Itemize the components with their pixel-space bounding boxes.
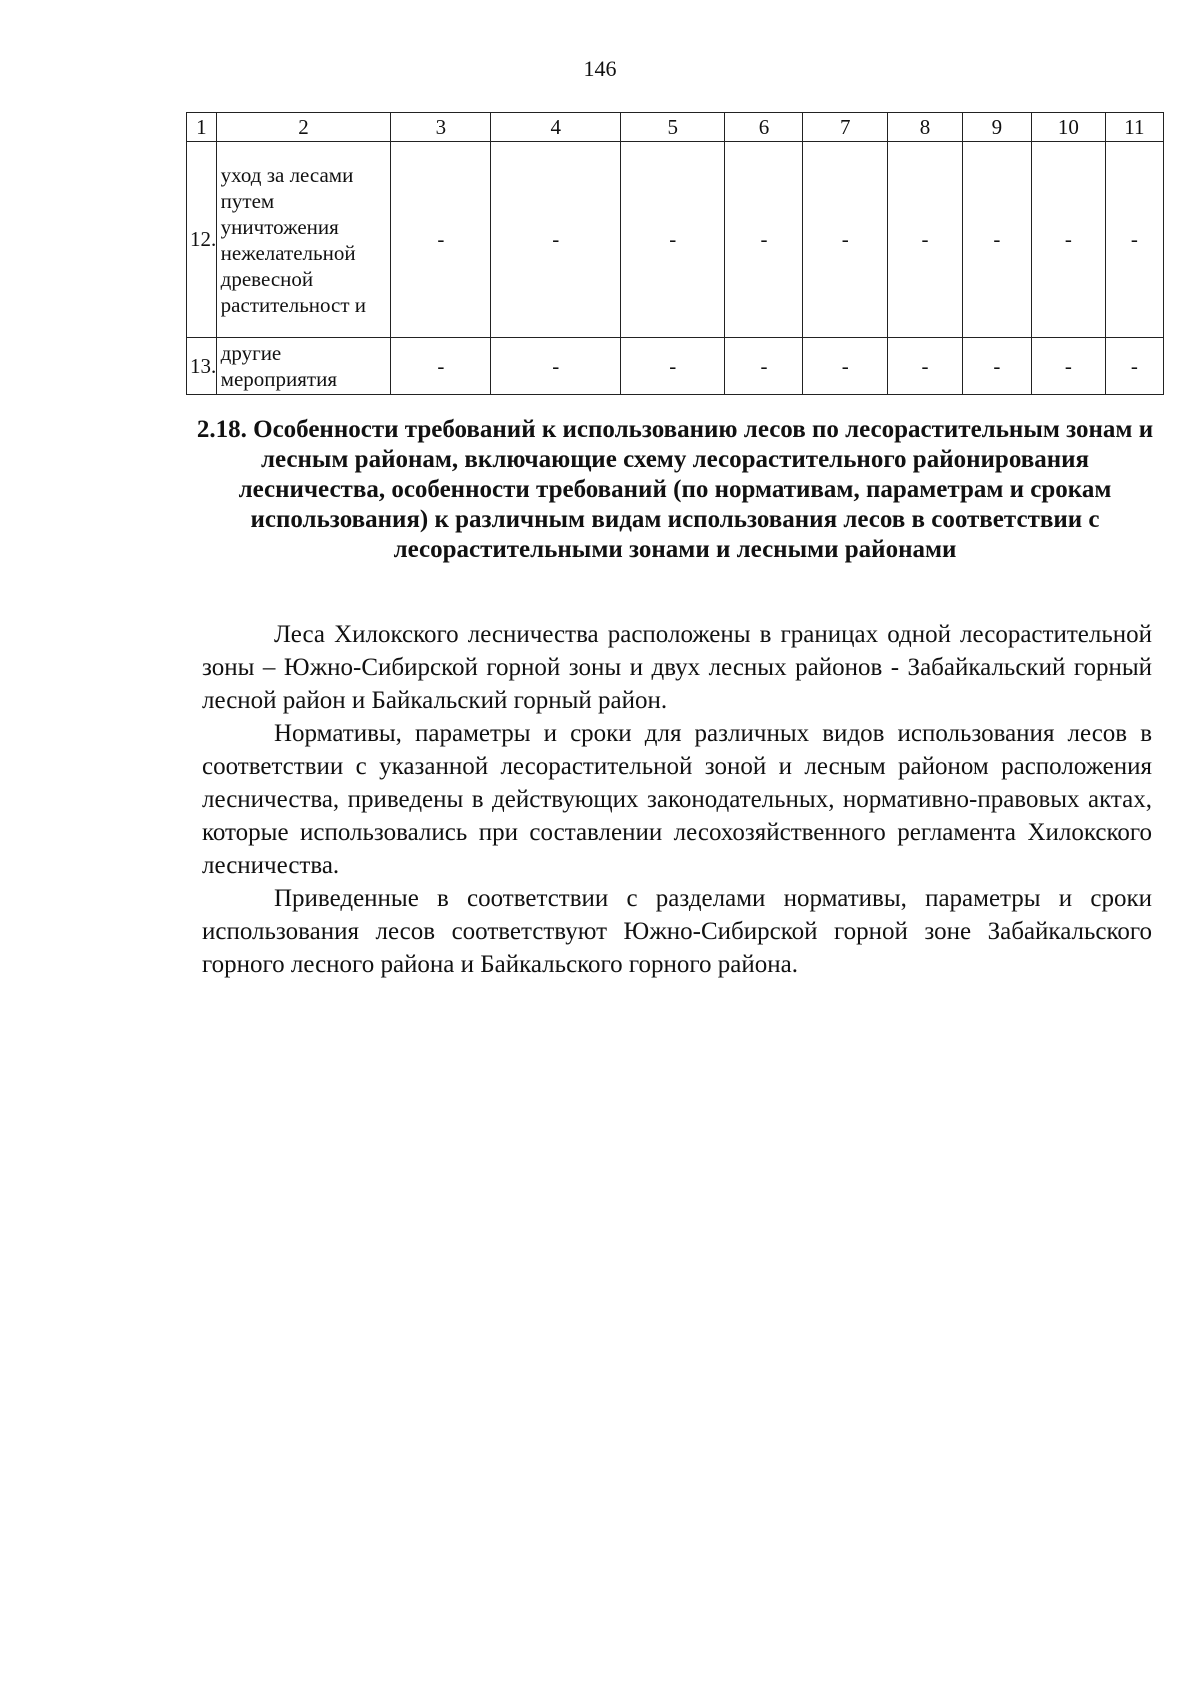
column-header: 5 — [621, 113, 725, 142]
column-header: 9 — [962, 113, 1031, 142]
row-value: - — [888, 142, 963, 338]
section-heading: 2.18. Особенности требований к использованию лесов по лесорастительным зонам и лесным районам, включающие схему лесорастительного районирования лесничества, особенности требований (по нормативам, параметрам и срокам использования) к различным видам использования лесов в соответствии с лесорастительными зонами и лесными районами — [196, 416, 1154, 563]
activities-table — [186, 112, 1164, 395]
body-text — [202, 618, 1152, 981]
page-number: 146 — [583, 56, 617, 81]
column-header: 3 — [391, 113, 491, 142]
row-value: - — [391, 142, 491, 338]
column-header: 11 — [1105, 113, 1163, 142]
row-value: - — [391, 338, 491, 395]
row-value: - — [1105, 338, 1163, 395]
row-value: - — [491, 338, 621, 395]
column-header: 7 — [803, 113, 888, 142]
table-row — [187, 338, 1164, 395]
row-value: - — [1032, 338, 1106, 395]
column-header: 6 — [725, 113, 803, 142]
paragraph: Леса Хилокского лесничества расположены в границах одной лесорастительной зоны – Южно-Сибирской горной зоны и двух лесных районов - Забайкальский горный лесной район и Байкальский горный район. — [202, 621, 1152, 714]
row-number: 12. — [187, 142, 217, 338]
row-value: - — [725, 338, 803, 395]
row-value: - — [621, 338, 725, 395]
column-header: 8 — [888, 113, 963, 142]
table-row — [187, 142, 1164, 338]
column-header: 4 — [491, 113, 621, 142]
row-value: - — [621, 142, 725, 338]
row-value: - — [1105, 142, 1163, 338]
row-activity-name: уход за лесами путем уничтожения нежелательной древесной растительност и — [216, 142, 391, 338]
row-number: 13. — [187, 338, 217, 395]
table-header-row — [187, 113, 1164, 142]
paragraph: Приведенные в соответствии с разделами нормативы, параметры и сроки использования лесов соответствуют Южно-Сибирской горной зоне Забайкальского горного лесного района и Байкальского горного района. — [202, 885, 1152, 978]
row-value: - — [962, 338, 1031, 395]
paragraph: Нормативы, параметры и сроки для различных видов использования лесов в соответствии с указанной лесорастительной зоной и лесным районом расположения лесничества, приведены в действующих законодательных, нормативно-правовых актах, которые использовались при составлении лесохозяйственного регламента Хилокского лесничества. — [202, 720, 1152, 879]
column-header: 10 — [1032, 113, 1106, 142]
row-value: - — [1032, 142, 1106, 338]
row-value: - — [888, 338, 963, 395]
row-value: - — [725, 142, 803, 338]
column-header: 1 — [187, 113, 217, 142]
row-activity-name: другие мероприятия — [216, 338, 391, 395]
row-value: - — [962, 142, 1031, 338]
column-header: 2 — [216, 113, 391, 142]
row-value: - — [803, 338, 888, 395]
row-value: - — [491, 142, 621, 338]
row-value: - — [803, 142, 888, 338]
